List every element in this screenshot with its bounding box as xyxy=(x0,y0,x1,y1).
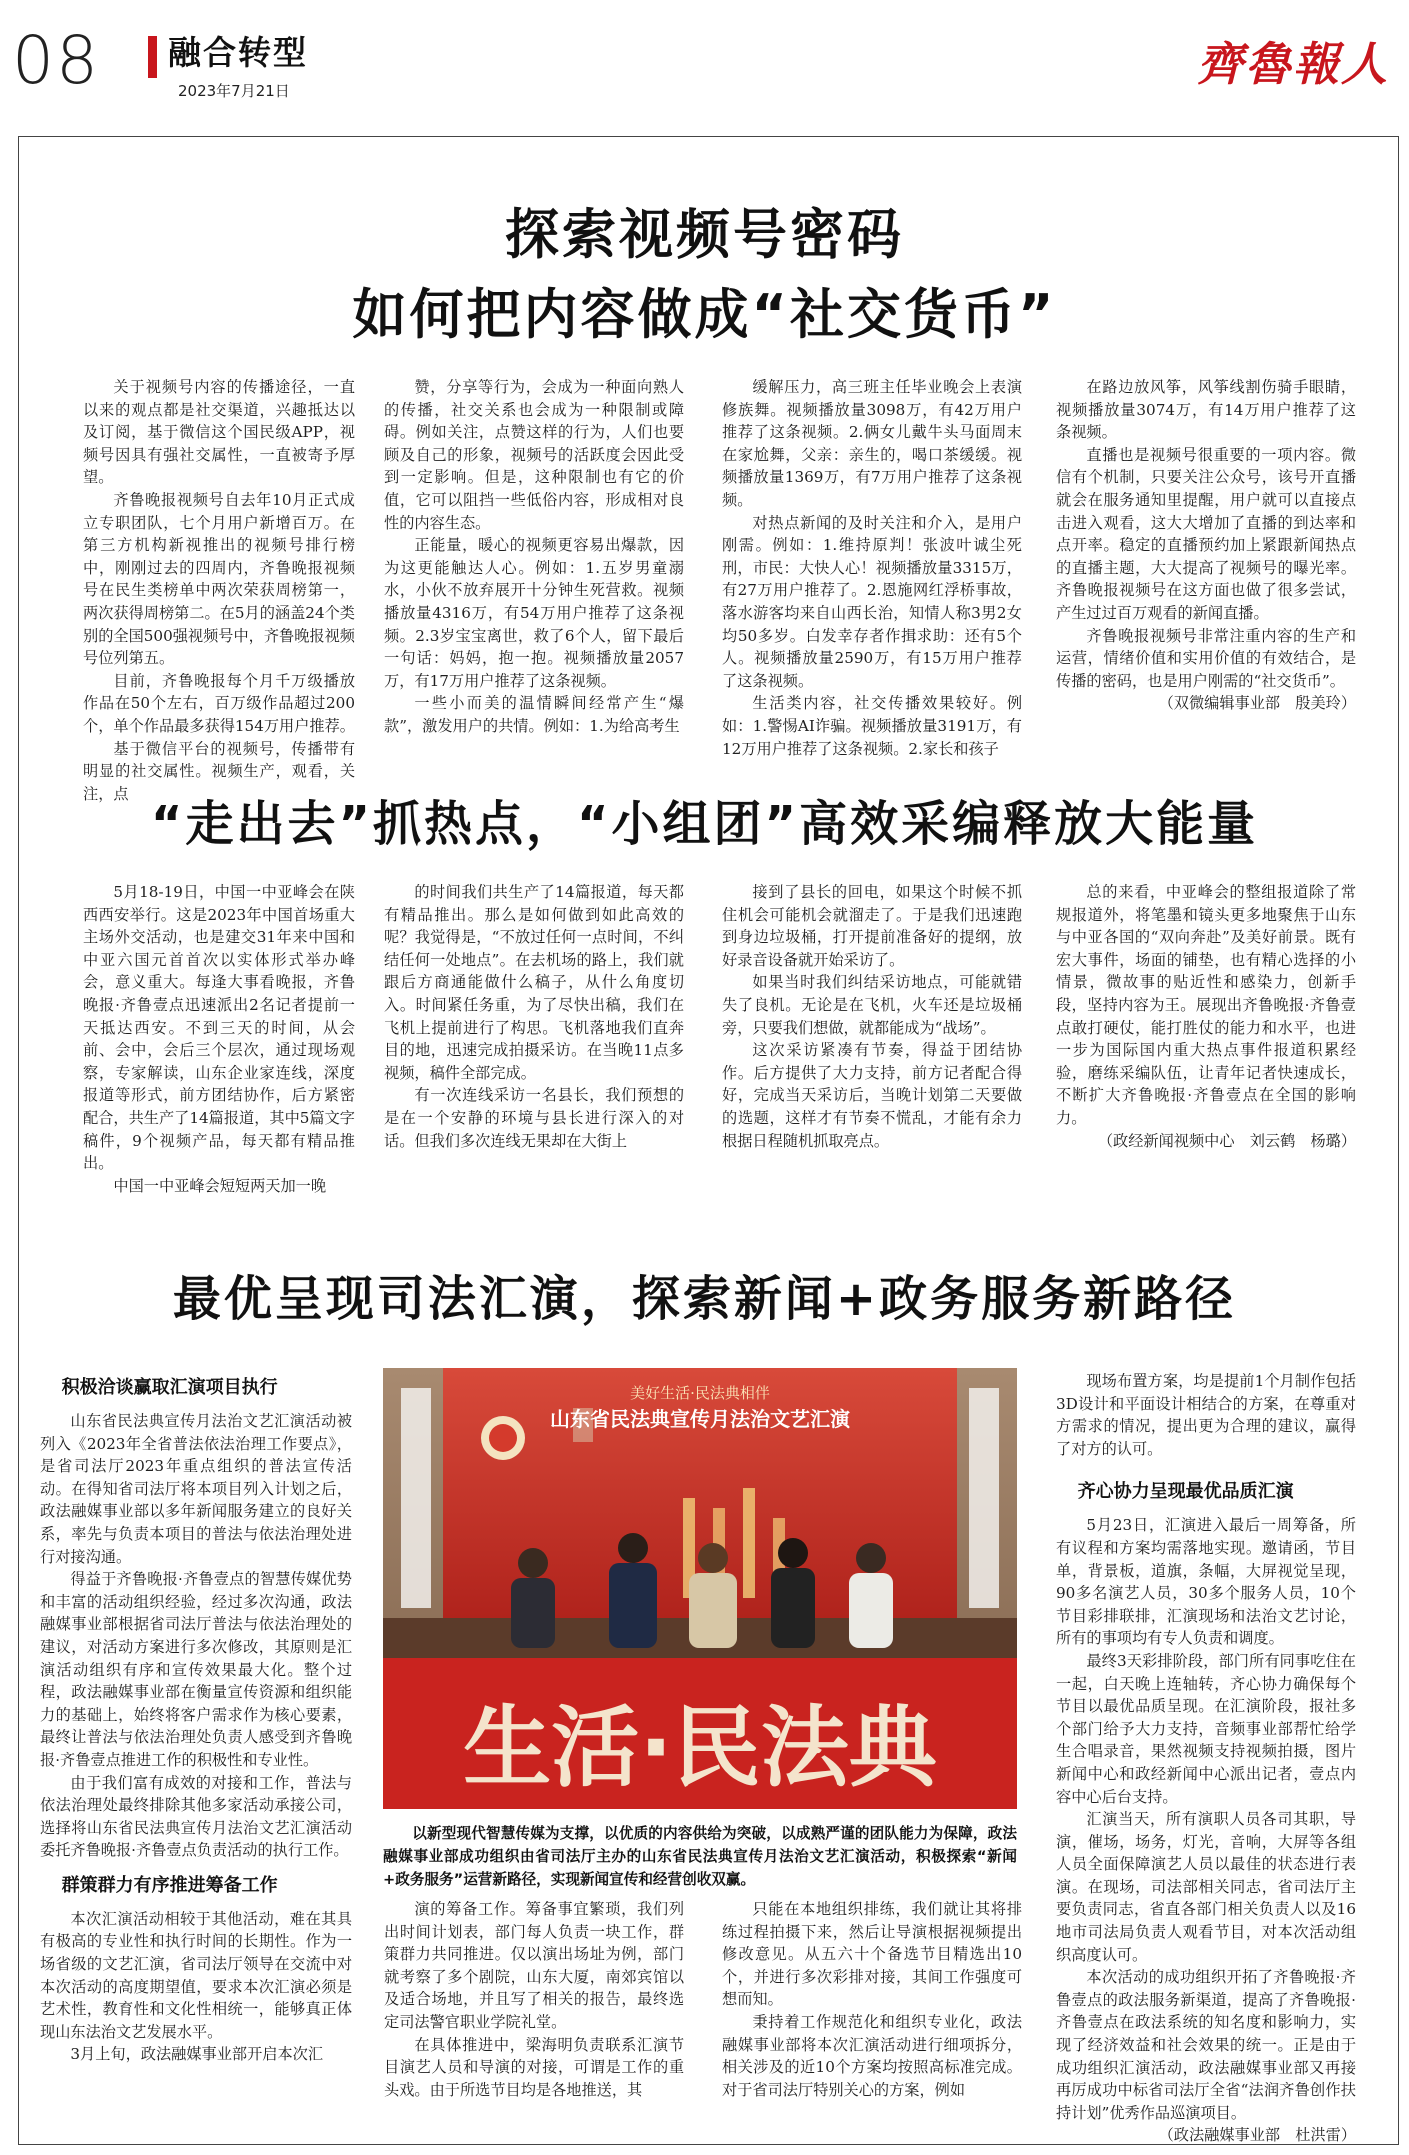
article2-column-4 xyxy=(1056,881,1356,1231)
byline: （政法融媒事业部 杜洪雷） xyxy=(1158,2126,1356,2145)
paragraph: 在路边放风筝，风筝线割伤骑手眼睛，视频播放量3074万，有14万用户推荐了这条视频。 xyxy=(1056,378,1356,442)
page-number: 08 xyxy=(12,22,100,99)
article1-column-2 xyxy=(384,376,684,736)
paragraph: 由于我们富有成效的对接和工作，普法与依法治理处最终排除其他多家活动承接公司，选择将山东省民法典宣传月法治文艺汇演活动委托齐鲁晚报·齐鲁壹点负责活动的执行工作。 xyxy=(40,1773,352,1860)
article2-column-1 xyxy=(83,881,355,1231)
paragraph: 秉持着工作规范化和组织专业化，政法融媒事业部将本次汇演活动进行细项拆分，相关涉及的近10个方案均按照高标准完成。对于省司法厅特别关心的方案，例如 xyxy=(722,2012,1022,2099)
article2-column-3 xyxy=(722,881,1022,1231)
article3-column-1b xyxy=(40,1908,352,2066)
article3-subhead-3: 齐心协力呈现最优品质汇演 xyxy=(1077,1481,1294,1503)
photo-caption: 以新型现代智慧传媒为支撑，以优质的内容供给为突破，以成熟严谨的团队能力为保障，政法融媒事业部成功组织由省司法厅主办的山东省民法典宣传月法治文艺汇演活动，积极探索“新闻+政务服务”运营新路径，实现新闻宣传和经营创收双赢。 xyxy=(383,1825,1017,1888)
newspaper-logo: 齊魯報人 xyxy=(1197,37,1389,91)
paragraph: 目前，齐鲁晚报每个月千万级播放作品在50个左右，百万级作品超过200个，单个作品最多获得154万用户推荐。 xyxy=(83,671,355,735)
section-marker xyxy=(148,36,157,78)
paragraph: 一些小而美的温情瞬间经常产生“爆款”，激发用户的共情。例如：1.为给高考生 xyxy=(384,694,684,735)
paragraph: 齐鲁晚报视频号自去年10月正式成立专职团队，七个月用户新增百万。在第三方机构新视推出的视频号排行榜中，刚刚过去的四周内，齐鲁晚报视频号在民生类榜单中两次荣获周榜第一，两次获得周榜第二。在5月的涵盖24个类别的全国500强视频号中，齐鲁晚报视频号位列第五。 xyxy=(83,490,355,668)
section-title: 融合转型 xyxy=(168,33,308,72)
article1-column-3 xyxy=(722,376,1022,758)
article1-column-4 xyxy=(1056,376,1356,738)
paragraph: 正能量，暖心的视频更容易出爆款，因为这更能触达人心。例如：1.五岁男童溺水，小伙不放弃展开十分钟生死营救。视频播放量4316万，有54万用户推荐了这条视频。2.3岁宝宝离世，救了6个人，留下最后一句话：妈妈，抱一抱。视频播放量2057万，有17万用户推荐了这条视频。 xyxy=(384,536,684,690)
paragraph: 5月23日，汇演进入最后一周筹备，所有议程和方案均需落地实现。邀请函，节目单，背景板，道旗，条幅，大屏视觉呈现，90多名演艺人员，30多个服务人员，10个节目彩排联排，汇演现场和法治文艺讨论，所有的事项均有专人负责和调度。 xyxy=(1056,1516,1356,1648)
issue-date: 2023年7月21日 xyxy=(178,82,290,100)
paragraph: 现场布置方案，均是提前1个月制作包括3D设计和平面设计相结合的方案，在尊重对方需求的情况，提出更为合理的建议，赢得了对方的认可。 xyxy=(1056,1372,1356,1458)
paragraph: 生活类内容，社交传播效果较好。例如：1.警惕AI诈骗。视频播放量3191万，有12万用户推荐了这条视频。2.家长和孩子 xyxy=(722,694,1022,758)
paragraph: 这次采访紧凑有节奏，得益于团结协作。后方提供了大力支持，前方记者配合得好，完成当天采访后，当晚计划第二天要做的选题，这样才有节奏不慌乱，才能有余力根据日程随机抓取亮点。 xyxy=(722,1041,1022,1150)
paragraph: 汇演当天，所有演职人员各司其职，导演，催场，场务，灯光，音响，大屏等各组人员全面保障演艺人员以最佳的状态进行表演。在现场，司法部相关同志，省司法厅主要负责同志，省直各部门相关负责人以及16地市司法局负责人观看节目，对本次活动组织高度认可。 xyxy=(1056,1810,1356,1964)
event-photo xyxy=(383,1368,1017,1809)
byline: （双微编辑事业部 殷美玲） xyxy=(1158,694,1356,713)
paragraph: 关于视频号内容的传播途径，一直以来的观点都是社交渠道，兴趣抵达以及订阅，基于微信这个国民级APP，视频号因具有强社交属性，一直被寄予厚望。 xyxy=(83,378,355,487)
article3-column-2 xyxy=(384,1898,684,2140)
article3-column-1a xyxy=(40,1410,352,1862)
paragraph: 3月上旬，政法融媒事业部开启本次汇 xyxy=(70,2045,324,2064)
paragraph: 山东省民法典宣传月法治文艺汇演活动被列入《2023年全省普法依法治理工作要点》，是省司法厅2023年重点组织的普法宣传活动。在得知省司法厅将本项目列入计划之后，政法融媒事业部以多年新闻服务建立的良好关系，率先与负责本项目的普法与依法治理处进行对接沟通。 xyxy=(40,1412,352,1566)
paragraph: 的时间我们共生产了14篇报道，每天都有精品推出。那么是如何做到如此高效的呢？我觉得是，“不放过任何一点时间，不纠结任何一处地点”。在去机场的路上，我们就跟后方商通能做什么稿子，从什么角度切入。时间紧任务重，为了尽快出稿，我们在飞机上提前进行了构思。飞机落地我们直奔目的地，迅速完成拍摄采访。在当晚11点多视频，稿件全部完成。 xyxy=(384,883,684,1082)
article3-column-3 xyxy=(722,1898,1022,2140)
article3-subhead-2: 群策群力有序推进筹备工作 xyxy=(61,1874,278,1896)
banner-text-line2: 山东省民法典宣传月法治文艺汇演 xyxy=(550,1407,850,1431)
paragraph: 本次汇演活动相较于其他活动，难在其具有极高的专业性和执行时间的长期性。作为一场省级的文艺汇演，省司法厅领导在交流中对本次活动的高度期望值，要求本次汇演必须是艺术性，教育性和文化性相统一，能够真正体现山东法治文艺发展水平。 xyxy=(40,1909,352,2041)
paragraph: 只能在本地组织排练，我们就让其将排练过程拍摄下来，然后让导演根据视频提出修改意见。从五六十个备选节目精选出10个，并进行多次彩排对接，其间工作强度可想而知。 xyxy=(722,1900,1022,2009)
paragraph: 直播也是视频号很重要的一项内容。微信有个机制，只要关注公众号，该号开直播就会在服务通知里提醒，用户就可以直接点击进入观看，这大大增加了直播的到达率和点开率。稳定的直播预约加上紧跟新闻热点的直播主题，大大提高了视频号的曝光率。齐鲁晚报视频号在这方面也做了很多尝试，产生过过百万观看的新闻直播。 xyxy=(1056,445,1356,622)
article3-column-1 xyxy=(40,1370,352,2140)
paragraph: 本次活动的成功组织开拓了齐鲁晚报·齐鲁壹点的政法服务新渠道，提高了齐鲁晚报·齐鲁壹点在政法系统的知名度和影响力，实现了经济效益和社会效果的统一。正是由于成功组织汇演活动，政法融媒事业部又再接再厉成功中标省司法厅全省“法润齐鲁创作扶持计划”优秀作品巡演项目。 xyxy=(1056,1968,1356,2122)
byline: （政经新闻视频中心 刘云鹤 杨璐） xyxy=(1097,1131,1356,1150)
paragraph: 5月18-19日，中国一中亚峰会在陕西西安举行。这是2023年中国首场重大主场外交活动，也是建交31年来中国和中亚六国元首首次以实体形式举办峰会，意义重大。每逢大事看晚报，齐鲁晚报·齐鲁壹点迅速派出2名记者提前一天抵达西安。不到三天的时间，从会前、会中，会后三个层次，通过现场观察，专家解读，山东企业家连线，深度报道等形式，前方团结协作，后方紧密配合，共生产了14篇报道，其中5篇文字稿件，9个视频产品，每天都有精品推出。 xyxy=(83,883,355,1173)
paragraph: 演的筹备工作。筹备事宜繁琐，我们列出时间计划表，部门每人负责一块工作，群策群力共同推进。仅以演出场址为例，部门就考察了多个剧院，山东大厦，南郊宾馆以及适合场地，并且写了相关的报告，最终选定司法警官职业学院礼堂。 xyxy=(384,1900,684,2031)
paragraph: 在具体推进中，梁海明负责联系汇演节目演艺人员和导演的对接，可谓是工作的重头戏。由于所选节目均是各地推送，其 xyxy=(384,2035,684,2099)
paragraph: 赞，分享等行为，会成为一种面向熟人的传播，社交关系也会成为一种限制或障碍。例如关注，点赞这样的行为，人们也要顾及自己的形象，视频号的活跃度会因此受到一定影响。但是，这种限制也有它的价值，它可以阻挡一些低俗内容，形成相对良性的内容生态。 xyxy=(384,378,684,532)
paragraph: 齐鲁晚报视频号非常注重内容的生产和运营，情绪价值和实用价值的有效结合，是传播的密码，也是用户刚需的“社交货币”。 xyxy=(1056,626,1356,690)
paragraph: 得益于齐鲁晚报·齐鲁壹点的智慧传媒优势和丰富的活动组织经验，经过多次沟通，政法融媒事业部根据省司法厅普法与依法治理处的建议，对活动方案进行多次修改，其原则是汇演活动组织有序和宣传效果最大化。整个过程，政法融媒事业部在衡量宣传资源和组织能力的基础上，始终将客户需求作为核心要素，最终让普法与依法治理处负责人感受到齐鲁晚报·齐鲁壹点推进工作的积极性和专业性。 xyxy=(40,1570,352,1769)
paragraph: 接到了县长的回电，如果这个时候不抓住机会可能机会就溜走了。于是我们迅速跑到身边垃圾桶，打开提前准备好的提纲，放好录音设备就开始采访了。 xyxy=(722,883,1022,969)
paragraph: 有一次连线采访一名县长，我们预想的是在一个安静的环境与县长进行深入的对话。但我们多次连线无果却在大街上 xyxy=(384,1086,684,1150)
paragraph: 总的来看，中亚峰会的整组报道除了常规报道外，将笔墨和镜头更多地聚焦于山东与中亚各国的“双向奔赴”及美好前景。既有宏大事件，场面的铺垫，也有精心选择的小情景，微故事的贴近性和感染力，创新手段，坚持内容为王。展现出齐鲁晚报·齐鲁壹点敢打硬仗，能打胜仗的能力和水平，也进一步为国际国内重大热点事件报道积累经验，磨练采编队伍，让青年记者快速成长，不断扩大齐鲁晚报·齐鲁壹点在全国的影响力。 xyxy=(1056,883,1356,1127)
article1-column-1 xyxy=(83,376,355,803)
article2-column-2 xyxy=(384,881,684,1231)
paragraph: 如果当时我们纠结采访地点，可能就错失了良机。无论是在飞机，火车还是垃圾桶旁，只要我们想做，就都能成为“战场”。 xyxy=(722,973,1022,1037)
paragraph: 最终3天彩排阶段，部门所有同事吃住在一起，白天晚上连轴转，齐心协力确保每个节目以最优品质呈现。在汇演阶段，报社多个部门给予大力支持，音频事业部帮忙给学生合唱录音，果然视频支持视频拍摄，图片新闻中心和政经新闻中心派出记者，壹点内容中心后台支持。 xyxy=(1056,1651,1356,1806)
event-photo-illustration xyxy=(383,1368,1017,1809)
article3-title: 最优呈现司法汇演，探索新闻+政务服务新路径 xyxy=(172,1271,1237,1327)
article3-column-4b xyxy=(1056,1514,1356,2147)
paragraph: 中国一中亚峰会短短两天加一晚 xyxy=(113,1176,327,1195)
article2-title: “走出去”抓热点，“小组团”高效采编释放大能量 xyxy=(150,796,1259,852)
paragraph: 缓解压力，高三班主任毕业晚会上表演修族舞。视频播放量3098万，有42万用户推荐了这条视频。2.俩女儿戴牛头马面周末在家尬舞，父亲：亲生的，喝口茶缓缓。视频播放量1369万，有7万用户推荐了这条视频。 xyxy=(722,378,1022,509)
article3-column-4a xyxy=(1056,1370,1356,1460)
article1-title-line2: 如何把内容做成“社交货币” xyxy=(352,283,1057,346)
banner-text-line1: 美好生活·民法典相伴 xyxy=(630,1384,770,1402)
paragraph: 基于微信平台的视频号，传播带有明显的社交属性。视频生产，观看，关注，点 xyxy=(83,739,355,803)
stage-backdrop-text: 生活·民法典 xyxy=(463,1696,937,1799)
article3-column-4 xyxy=(1056,1370,1356,2145)
article1-title-line1: 探索视频号密码 xyxy=(505,203,904,266)
paragraph: 对热点新闻的及时关注和介入，是用户刚需。例如：1.维持原判！张波叶诚尘死刑，市民：大快人心！视频播放量3315万，有27万用户推荐了。2.恩施网红浮桥事故，落水游客均来自山西长治，知情人称3男2女均50多岁。白发幸存者作揖求助：还有5个人。视频播放量2590万，有15万用户推荐了这条视频。 xyxy=(722,513,1022,690)
article3-subhead-1: 积极洽谈赢取汇演项目执行 xyxy=(61,1377,278,1398)
